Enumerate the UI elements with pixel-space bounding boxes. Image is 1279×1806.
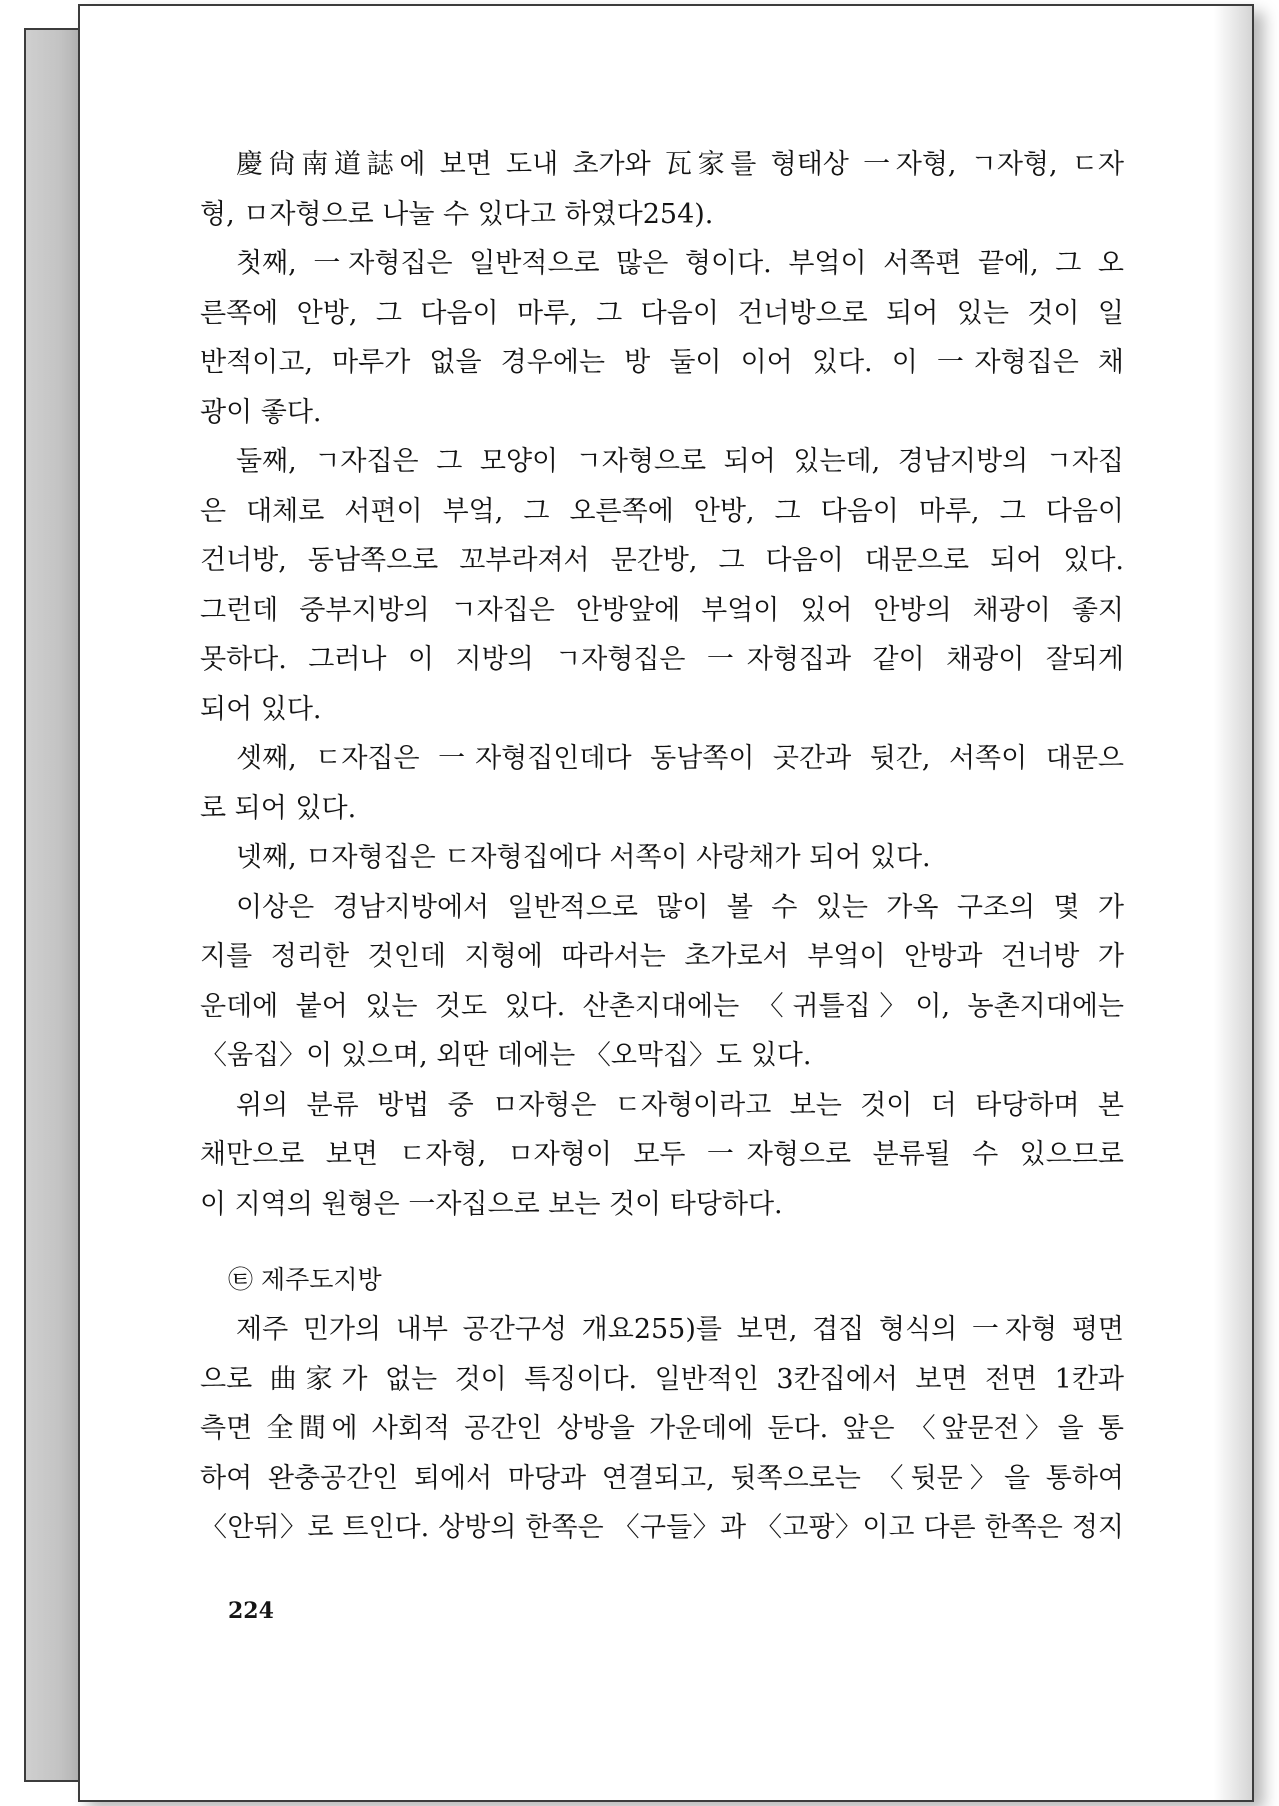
page-edge-shadow (1214, 6, 1252, 1800)
text-line: 〈안뒤〉로 트인다. 상방의 한쪽은 〈구들〉과 〈고팡〉이고 다른 한쪽은 정지 (200, 1512, 1124, 1543)
text-line: 반적이고, 마루가 없을 경우에는 방 둘이 이어 있다. 이 一자형집은 채 (200, 347, 1124, 378)
text-line: 되어 있다. (200, 693, 322, 725)
text-line: 하여 완충공간인 퇴에서 마당과 연결되고, 뒷쪽으로는 〈뒷문〉을 통하여 (200, 1462, 1124, 1494)
text-line: 운데에 붙어 있는 것도 있다. 산촌지대에는 〈귀틀집〉이, 농촌지대에는 (200, 990, 1124, 1022)
text-line: 형, ㅁ자형으로 나눌 수 있다고 하였다254). (200, 198, 714, 230)
text-line: 로 되어 있다. (200, 792, 357, 824)
text-line: 광이 좋다. (200, 396, 322, 428)
text-line: 慶尙南道誌에 보면 도내 초가와 瓦家를 형태상 一자형, ㄱ자형, ㄷ자 (236, 149, 1124, 180)
text-line: 못하다. 그러나 이 지방의 ㄱ자형집은 一자형집과 같이 채광이 잘되게 (200, 644, 1124, 675)
text-line: 은 대체로 서편이 부엌, 그 오른쪽에 안방, 그 다음이 마루, 그 다음이 (200, 495, 1124, 527)
section-heading: ㉫ 제주도지방 (228, 1265, 382, 1294)
text-line: 른쪽에 안방, 그 다음이 마루, 그 다음이 건너방으로 되어 있는 것이 일 (200, 297, 1124, 329)
text-line: 이 지역의 원형은 一자집으로 보는 것이 타당하다. (200, 1188, 783, 1220)
text-line: 위의 분류 방법 중 ㅁ자형은 ㄷ자형이라고 보는 것이 더 타당하며 본 (236, 1089, 1124, 1121)
text-line: 〈움집〉이 있으며, 외딴 데에는 〈오막집〉도 있다. (200, 1040, 812, 1071)
book-spine-edge (24, 28, 80, 1782)
body-text (200, 140, 1124, 1553)
text-line: 으로 曲家가 없는 것이 특징이다. 일반적인 3칸집에서 보면 전면 1칸과 (200, 1363, 1124, 1395)
text-line: 셋째, ㄷ자집은 一자형집인데다 동남쪽이 곳간과 뒷간, 서쪽이 대문으 (236, 743, 1124, 774)
text-line: 이상은 경남지방에서 일반적으로 많이 볼 수 있는 가옥 구조의 몇 가 (236, 891, 1124, 923)
text-line: 둘째, ㄱ자집은 그 모양이 ㄱ자형으로 되어 있는데, 경남지방의 ㄱ자집 (236, 446, 1124, 477)
text-line: 건너방, 동남쪽으로 꼬부라져서 문간방, 그 다음이 대문으로 되어 있다. (200, 545, 1124, 576)
page-number: 224 (228, 1598, 274, 1624)
text-line: 그런데 중부지방의 ㄱ자집은 안방앞에 부엌이 있어 안방의 채광이 좋지 (200, 594, 1124, 626)
text-line: 넷째, ㅁ자형집은 ㄷ자형집에다 서쪽이 사랑채가 되어 있다. (236, 842, 931, 873)
text-line: 채만으로 보면 ㄷ자형, ㅁ자형이 모두 一자형으로 분류될 수 있으므로 (200, 1139, 1124, 1170)
section-gap (200, 1229, 1124, 1255)
text-line: 제주 민가의 내부 공간구성 개요255)를 보면, 겹집 형식의 一자형 평면 (236, 1314, 1124, 1345)
text-line: 측면 全間에 사회적 공간인 상방을 가운데에 둔다. 앞은 〈앞문전〉을 통 (200, 1413, 1124, 1444)
text-line: 첫째, 一자형집은 일반적으로 많은 형이다. 부엌이 서쪽편 끝에, 그 오 (236, 248, 1124, 279)
text-line: 지를 정리한 것인데 지형에 따라서는 초가로서 부엌이 안방과 건너방 가 (200, 941, 1124, 972)
